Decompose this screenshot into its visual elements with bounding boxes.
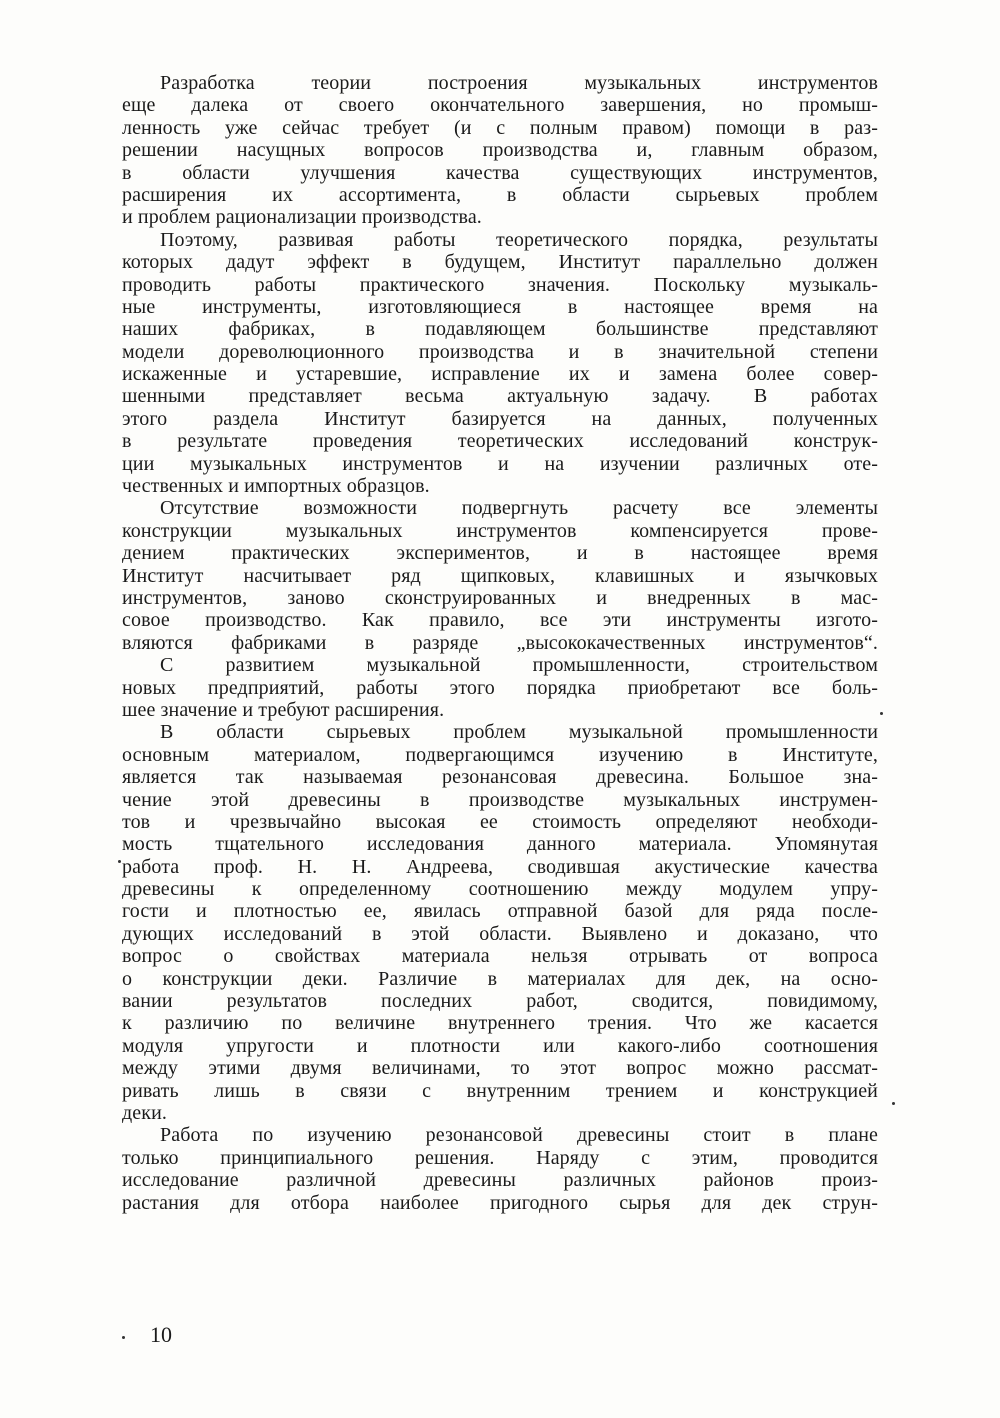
- text-line: вопрос о свойствах материала нельзя отрывать от вопроса: [122, 945, 878, 968]
- text-line: растания для отбора наиболее пригодного сырья для дек струн-: [122, 1191, 878, 1214]
- paragraph: [122, 1124, 878, 1214]
- text-line: конструкции музыкальных инструментов компенсируется прове-: [122, 519, 878, 542]
- text-line: С развитием музыкальной промышленности, строительством: [160, 654, 878, 677]
- scan-speck: [892, 1102, 895, 1105]
- text-line: наших фабриках, в подавляющем большинстве представляют: [122, 318, 878, 341]
- text-line: чение этой древесины в производстве музыкальных инструмен-: [122, 788, 878, 811]
- text-line: дующих исследований в этой области. Выявлено и доказано, что: [122, 922, 878, 945]
- text-line: гости и плотностью ее, явилась отправной базой для ряда после-: [122, 900, 878, 923]
- text-line: к различию по величине внутреннего трения. Что же касается: [122, 1012, 878, 1035]
- text-line: исследование различной древесины различных районов произ-: [122, 1169, 878, 1192]
- text-line: В области сырьевых проблем музыкальной промышленности: [160, 721, 878, 744]
- text-line: Институт насчитывает ряд щипковых, клавишных и язычковых: [122, 564, 878, 587]
- text-line: новых предприятий, работы этого порядка приобретают все боль-: [122, 676, 878, 699]
- body-text: [122, 72, 878, 1214]
- paragraph: [122, 72, 878, 229]
- paragraph: [122, 229, 878, 498]
- scan-speck: [122, 1336, 125, 1339]
- text-line: решении насущных вопросов производства и, главным образом,: [122, 139, 878, 162]
- text-line: в области улучшения качества существующих инструментов,: [122, 161, 878, 184]
- paragraph: [122, 654, 878, 721]
- text-line: проводить работы практического значения. Поскольку музыкаль-: [122, 273, 878, 296]
- text-line: мость тщательного исследования данного материала. Упомянутая: [122, 833, 878, 856]
- text-line: о конструкции деки. Различие в материалах для дек, на осно-: [122, 967, 878, 990]
- text-line: которых дадут эффект в будущем, Институт параллельно должен: [122, 251, 878, 274]
- text-line: вляются фабриками в разряде „высококачественных инструментов“.: [122, 631, 878, 654]
- text-line: Отсутствие возможности подвергнуть расчету все элементы: [160, 497, 878, 520]
- text-line: тов и чрезвычайно высокая ее стоимость определяют необходи-: [122, 810, 878, 833]
- text-line: Разработка теории построения музыкальных инструментов: [160, 72, 878, 94]
- text-line: ривать лишь в связи с внутренним трением и конструкцией: [122, 1079, 878, 1102]
- text-line: модели дореволюционного производства и в значительной степени: [122, 340, 878, 363]
- text-line: дением практических экспериментов, и в настоящее время: [122, 542, 878, 565]
- text-line: еще далека от своего окончательного завершения, но промыш-: [122, 94, 878, 117]
- text-line: искаженные и устаревшие, исправление их и замена более совер-: [122, 363, 878, 386]
- text-line: модуля упругости и плотности или какого-либо соотношения: [122, 1034, 878, 1057]
- text-line: основным материалом, подвергающимся изучению в Институте,: [122, 743, 878, 766]
- text-line: шее значение и требуют расширения.: [122, 698, 445, 721]
- text-line: ции музыкальных инструментов и на изучении различных оте-: [122, 452, 878, 475]
- text-line: в результате проведения теоретических исследований конструк-: [122, 430, 878, 453]
- text-line: шенными представляет весьма актуальную задачу. В работах: [122, 385, 878, 408]
- text-line: совое производство. Как правило, все эти инструменты изгото-: [122, 609, 878, 632]
- text-line: этого раздела Институт базируется на данных, полученных: [122, 407, 878, 430]
- text-line: и проблем рационализации производства.: [122, 206, 482, 229]
- text-line: древесины к определенному соотношению между модулем упру-: [122, 878, 878, 901]
- scan-speck: [118, 860, 121, 863]
- text-line: вании результатов последних работ, сводится, повидимому,: [122, 990, 878, 1013]
- page-number: 10: [150, 1322, 172, 1347]
- text-line: расширения их ассортимента, в области сырьевых проблем: [122, 183, 878, 206]
- text-line: Поэтому, развивая работы теоретического порядка, результаты: [160, 228, 878, 251]
- text-line: ленность уже сейчас требует (и с полным правом) помощи в раз-: [122, 116, 878, 139]
- scan-speck: [880, 712, 883, 715]
- text-line: только принципиального решения. Наряду с этим, проводится: [122, 1146, 878, 1169]
- text-line: инструментов, заново сконструированных и внедренных в мас-: [122, 586, 878, 609]
- text-line: Работа по изучению резонансовой древесины стоит в плане: [160, 1124, 878, 1147]
- paragraph: [122, 497, 878, 654]
- text-line: является так называемая резонансовая древесина. Большое зна-: [122, 766, 878, 789]
- text-line: между этими двумя величинами, то этот вопрос можно рассмат-: [122, 1057, 878, 1080]
- text-line: деки.: [122, 1101, 167, 1124]
- text-line: чественных и импортных образцов.: [122, 475, 430, 498]
- text-line: работа проф. Н. Н. Андреева, сводившая акустические качества: [122, 855, 878, 878]
- text-line: ные инструменты, изготовляющиеся в настоящее время на: [122, 295, 878, 318]
- paragraph: [122, 721, 878, 1124]
